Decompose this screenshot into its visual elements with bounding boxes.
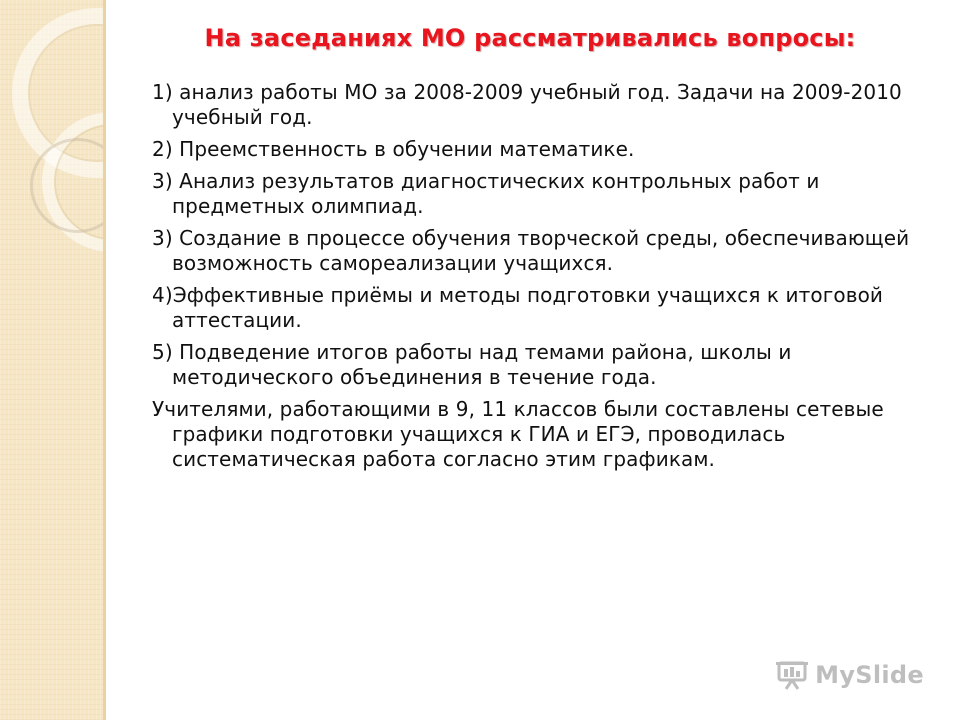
list-item: 5) Подведение итогов работы над темами района, школы и методического объединения в течение года. <box>152 340 792 389</box>
slide-title: На заседаниях МО рассматривались вопросы: <box>204 24 856 52</box>
list-item: 1) анализ работы МО за 2008-2009 учебный год. Задачи на 2009-2010 учебный год. <box>152 80 902 129</box>
slide-content-list <box>152 80 922 479</box>
watermark <box>775 660 924 690</box>
list-item: 4)Эффективные приёмы и методы подготовки учащихся к итоговой аттестации. <box>152 283 884 332</box>
decorative-side-strip <box>0 0 106 720</box>
list-item: 3) Создание в процессе обучения творческой среды, обеспечивающей возможность самореализации учащихся. <box>152 226 910 275</box>
list-item: 3) Анализ результатов диагностических контрольных работ и предметных олимпиад. <box>152 169 820 218</box>
watermark-text: MySlide <box>815 661 924 689</box>
list-item: Учителями, работающими в 9, 11 классов были составлены сетевые графики подготовки учащихся к ГИА и ЕГЭ, проводилась систематическая работа согласно этим графикам. <box>152 397 884 471</box>
presentation-board-icon <box>775 660 809 690</box>
list-item: 2) Преемственность в обучении математике. <box>152 137 635 161</box>
strip-edge <box>103 0 106 720</box>
